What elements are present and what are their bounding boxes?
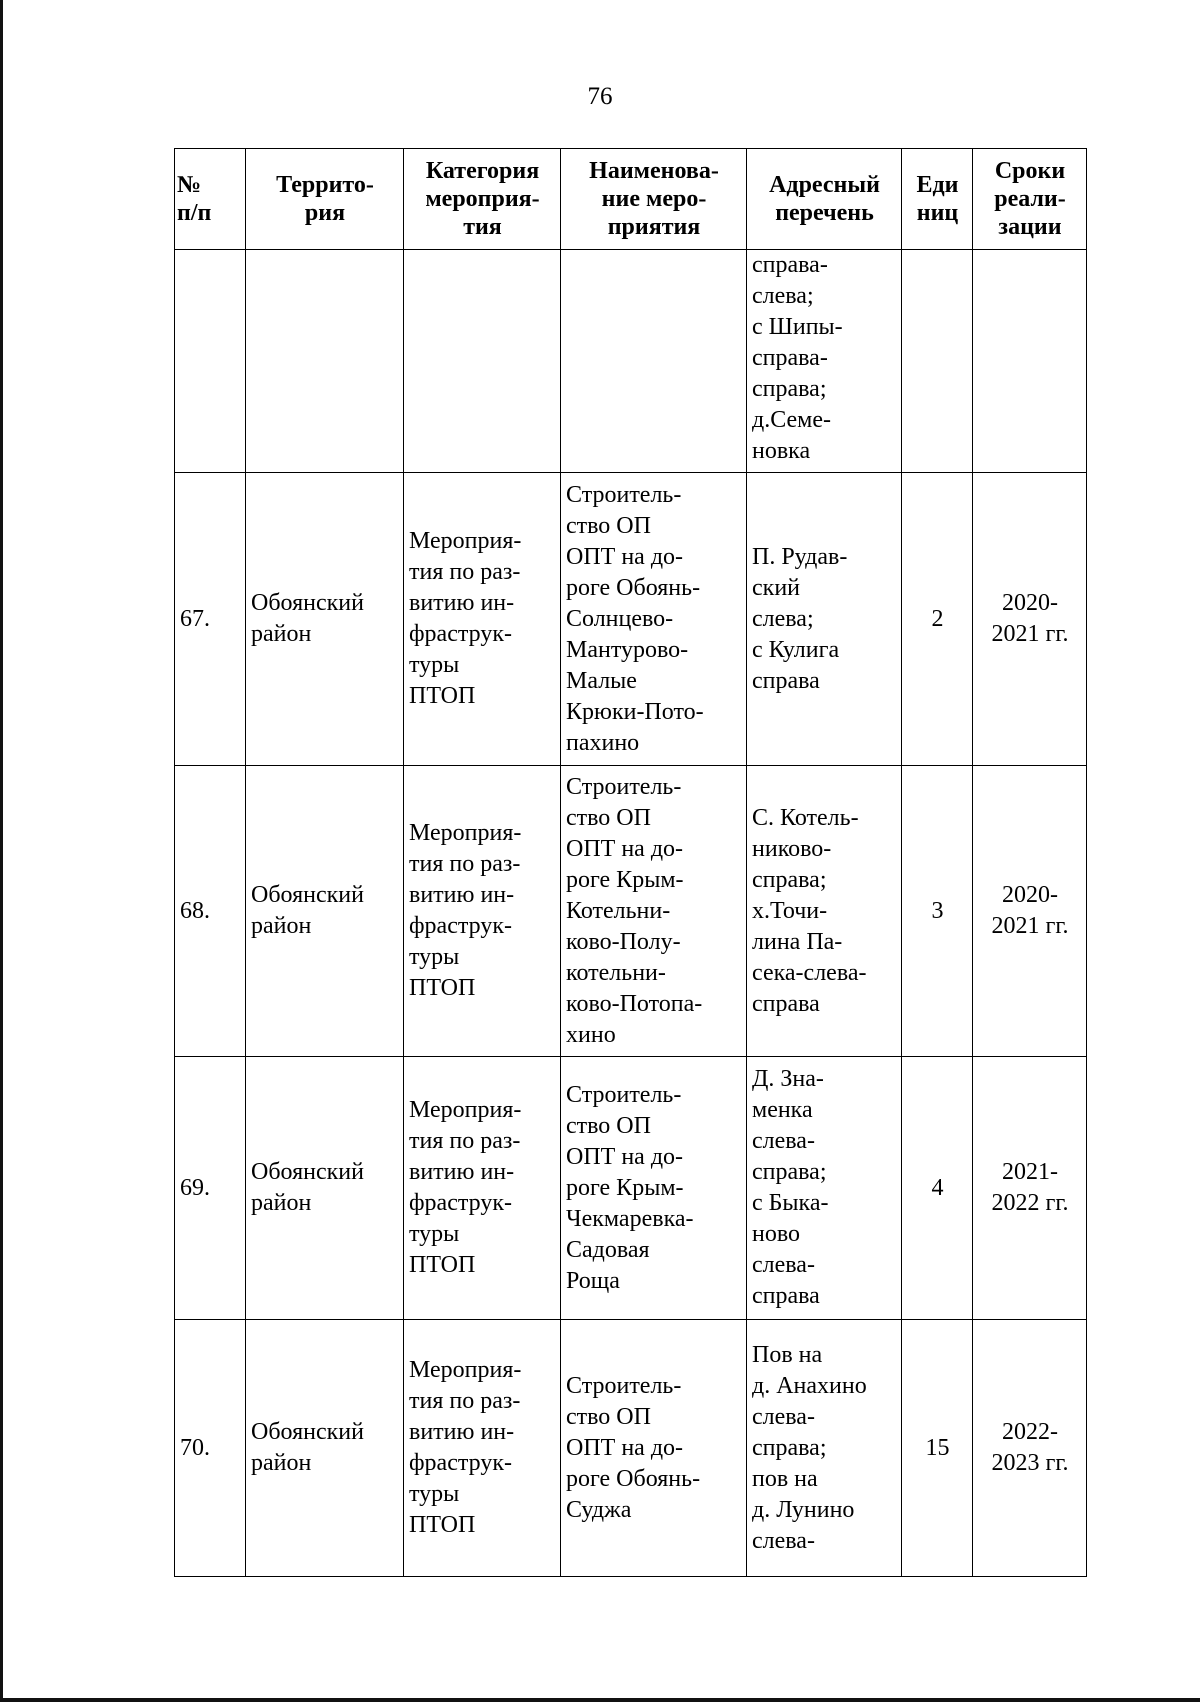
table-row: [175, 766, 1087, 1057]
cell-number: 69.: [175, 1057, 246, 1320]
cell-territory: Обоянский район: [246, 766, 404, 1057]
cell-category: Мероприя- тия по раз- витию ин- фраструк- туры ПТОП: [404, 766, 561, 1057]
header-units: Еди ниц: [902, 149, 973, 250]
measures-table: [174, 148, 1087, 1577]
cell-category: Мероприя- тия по раз- витию ин- фраструк- туры ПТОП: [404, 1057, 561, 1320]
cell-period: 2021- 2022 гг.: [973, 1057, 1087, 1320]
cell-units: 4: [902, 1057, 973, 1320]
cell-territory: Обоянский район: [246, 1320, 404, 1577]
cell-address: Пов на д. Анахино слева- справа; пов на д. Лунино слева-: [747, 1320, 902, 1577]
cell-number: 70.: [175, 1320, 246, 1577]
header-name: Наименова- ние меро- приятия: [561, 149, 747, 250]
cell-units: 3: [902, 766, 973, 1057]
table-row: [175, 473, 1087, 766]
cell-address: П. Рудав- ский слева; с Кулига справа: [747, 473, 902, 766]
cell-address: С. Котель- никово- справа; х.Точи- лина Па- сека-слева- справа: [747, 766, 902, 1057]
header-number: № п/п: [175, 149, 246, 250]
table-header-row: [175, 149, 1087, 250]
table-row: [175, 1057, 1087, 1320]
cell-name: Строитель- ство ОП ОПТ на до- роге Обоянь- Суджа: [561, 1320, 747, 1577]
cell-number: 68.: [175, 766, 246, 1057]
header-territory: Террито- рия: [246, 149, 404, 250]
cell-name: [561, 250, 747, 473]
header-period: Сроки реали- зации: [973, 149, 1087, 250]
cell-number: 67.: [175, 473, 246, 766]
cell-units: 15: [902, 1320, 973, 1577]
header-category: Категория мероприя- тия: [404, 149, 561, 250]
cell-category: Мероприя- тия по раз- витию ин- фраструк- туры ПТОП: [404, 473, 561, 766]
cell-territory: Обоянский район: [246, 473, 404, 766]
cell-address: Д. Зна- менка слева- справа; с Быка- ново слева- справа: [747, 1057, 902, 1320]
page-number: 76: [587, 83, 613, 110]
cell-units: [902, 250, 973, 473]
cell-territory: Обоянский район: [246, 1057, 404, 1320]
table-row-continuation: [175, 250, 1087, 473]
cell-category: [404, 250, 561, 473]
table-row: [175, 1320, 1087, 1577]
cell-number: [175, 250, 246, 473]
cell-period: 2020- 2021 гг.: [973, 473, 1087, 766]
cell-period: 2020- 2021 гг.: [973, 766, 1087, 1057]
cell-address: справа- слева; с Шипы- справа- справа; д.Семе- новка: [747, 250, 902, 473]
cell-name: Строитель- ство ОП ОПТ на до- роге Крым- Котельни- ково-Полу- котельни- ково-Потопа- хино: [561, 766, 747, 1057]
scan-edge-bottom: [0, 1698, 1200, 1702]
cell-period: [973, 250, 1087, 473]
header-address: Адресный перечень: [747, 149, 902, 250]
cell-name: Строитель- ство ОП ОПТ на до- роге Обоянь- Солнцево- Мантурово- Малые Крюки-Пото- пахино: [561, 473, 747, 766]
scan-edge-left: [0, 0, 3, 1702]
cell-period: 2022- 2023 гг.: [973, 1320, 1087, 1577]
cell-category: Мероприя- тия по раз- витию ин- фраструк- туры ПТОП: [404, 1320, 561, 1577]
cell-units: 2: [902, 473, 973, 766]
cell-name: Строитель- ство ОП ОПТ на до- роге Крым- Чекмаревка- Садовая Роща: [561, 1057, 747, 1320]
cell-territory: [246, 250, 404, 473]
